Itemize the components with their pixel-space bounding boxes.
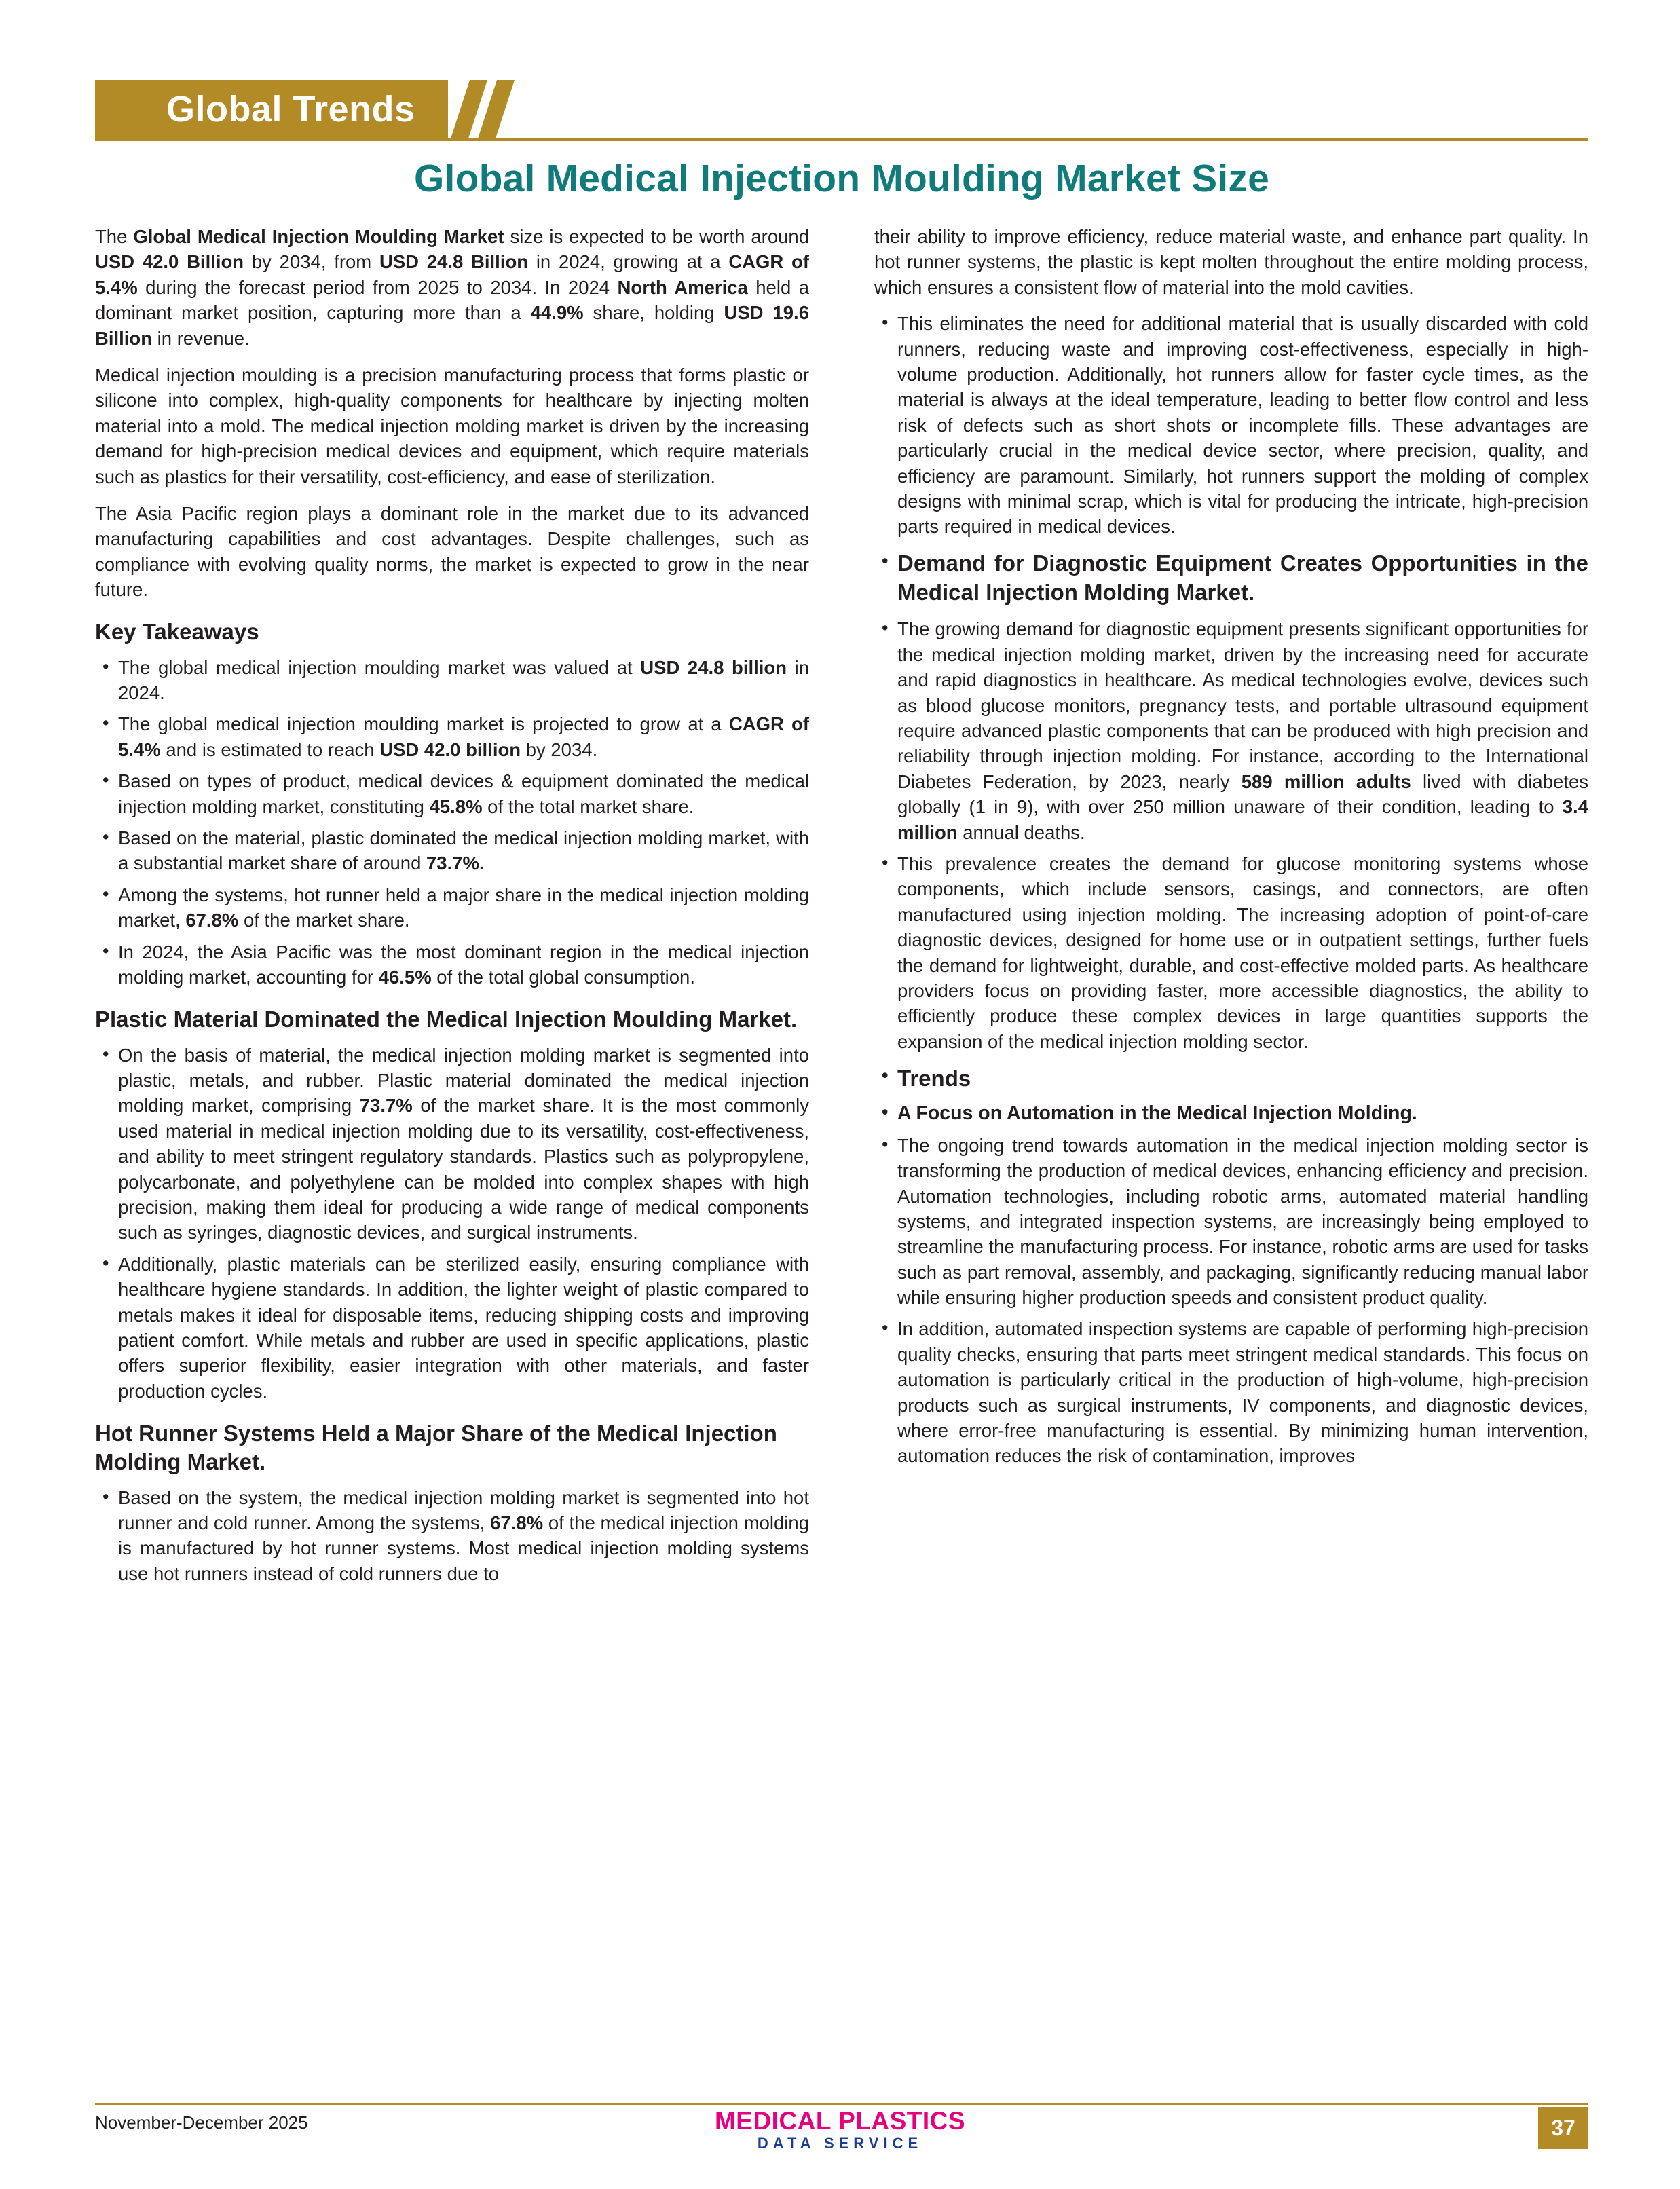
page-title: Global Medical Injection Moulding Market Size	[414, 157, 1269, 200]
list-item: • Based on the material, plastic dominated the medical injection molding market, with a substantial market share of around 73.7%.	[95, 825, 809, 876]
section-band-label: Global Trends	[166, 89, 415, 130]
slashes-decoration	[448, 80, 570, 138]
list-item: • Additionally, plastic materials can be sterilized easily, ensuring compliance with healthcare hygiene standards. In addition, the lighter weight of plastic compared to metals makes it ideal for disposable items, reducing shipping costs and improving patient comfort. While metals and rubber are used in specific applications, plastic offers superior flexibility, easier integration with other materials, and faster production cycles.	[95, 1252, 809, 1404]
trends-heading-list	[874, 1064, 1588, 1469]
paragraph: The Asia Pacific region plays a dominant role in the market due to its advanced manufacturing capabilities and cost advantages. Despite challenges, such as compliance with evolving quality norms, the market is expected to grow in the near future.	[95, 502, 809, 601]
list-item: • Among the systems, hot runner held a major share in the medical injection molding market, 67.8% of the market share.	[95, 882, 809, 933]
header-divider	[95, 138, 1588, 141]
list-item: • On the basis of material, the medical injection molding market is segmented into plastic, metals, and rubber. Plastic material dominated the medical injection molding market, comprising 73.7% of the market share. It is the most commonly used material in medical injection molding due to its versatility, cost-effectiveness, and ability to meet stringent regulatory standards. Plastics such as polypropylene, polycarbonate, and polyethylene can be molded into complex shapes with high precision, making them ideal for producing a wide range of medical components such as syringes, diagnostic devices, and surgical instruments.	[95, 1043, 809, 1246]
list-item: • The global medical injection moulding market was valued at USD 24.8 billion in 2024.	[95, 655, 809, 706]
left-column	[95, 224, 809, 2097]
footer-divider	[95, 2103, 1588, 2105]
hot-runner-list	[95, 1485, 809, 1587]
heading-automation-focus: • A Focus on Automation in the Medical Injection Molding.	[874, 1100, 1588, 1127]
heading-hot-runner: Hot Runner Systems Held a Major Share of the Medical Injection Molding Market.	[95, 1421, 777, 1475]
section-band	[95, 80, 448, 138]
list-item: • In 2024, the Asia Pacific was the most dominant region in the medical injection molding market, accounting for 46.5% of the total global consumption.	[95, 939, 809, 990]
list-item: • The growing demand for diagnostic equipment presents significant opportunities for the medical injection molding market, driven by the increasing need for accurate and rapid diagnostics in healthcare. As medical technologies evolve, devices such as blood glucose monitors, pregnancy tests, and portable ultrasound equipment require advanced plastic components that can be produced with high precision and reliability through injection molding. For instance, according to the International Diabetes Federation, by 2023, nearly 589 million adults lived with diabetes globally (1 in 9), with over 250 million unaware of their condition, leading to 3.4 million annual deaths.	[874, 616, 1588, 845]
list-item: • In addition, automated inspection systems are capable of performing high-precision quality checks, ensuring that parts meet stringent medical standards. This focus on automation is particularly critical in the production of high-volume, high-precision products such as surgical instruments, IV components, and diagnostic devices, where error-free manufacturing is essential. By minimizing human intervention, automation reduces the risk of contamination, improves	[874, 1316, 1588, 1468]
plastic-material-list	[95, 1043, 809, 1404]
paragraph: their ability to improve efficiency, reduce material waste, and enhance part quality. In hot runner systems, the plastic is kept molten throughout the entire molding process, which ensures a consistent flow of material into the mold cavities.	[874, 226, 1588, 298]
list-item: • Based on the system, the medical injection molding market is segmented into hot runner and cold runner. Among the systems, 67.8% of the medical injection molding is manufactured by hot runner systems. Most medical injection molding systems use hot runners instead of cold runners due to	[95, 1485, 809, 1587]
paragraph: The Global Medical Injection Moulding Market size is expected to be worth around USD 42.0 Billion by 2034, from USD 24.8 Billion in 2024, growing at a CAGR of 5.4% during the forecast period from 2025 to 2034. In 2024 North America held a dominant market position, capturing more than a 44.9% share, holding USD 19.6 Billion in revenue.	[95, 226, 809, 349]
paragraph: Medical injection moulding is a precision manufacturing process that forms plastic or silicone into complex, high-quality components for healthcare by injecting molten material into a mold. The medical injection molding market is driven by the increasing demand for high-precision medical devices and equipment, which require materials such as plastics for their versatility, cost-efficiency, and ease of sterilization.	[95, 364, 809, 487]
page-header	[95, 80, 1588, 143]
heading-key-takeaways: Key Takeaways	[95, 619, 259, 645]
page-number-badge: 37	[1538, 2107, 1588, 2149]
list-item: • The ongoing trend towards automation in the medical injection molding sector is transforming the production of medical devices, enhancing efficiency and precision. Automation technologies, including robotic arms, automated material handling systems, and integrated inspection systems, are increasingly being employed to streamline the manufacturing process. For instance, robotic arms are used for tasks such as part removal, assembly, and packaging, significantly reducing manual labor while ensuring higher production speeds and consistent product quality.	[874, 1133, 1588, 1311]
key-takeaways-list	[95, 655, 809, 990]
heading-plastic-material: Plastic Material Dominated the Medical Injection Moulding Market.	[95, 1007, 798, 1032]
list-item: • Based on types of product, medical devices & equipment dominated the medical injection molding market, constituting 45.8% of the total market share.	[95, 768, 809, 819]
diagnostic-heading-list	[874, 549, 1588, 607]
hot-runner-continued-list	[874, 311, 1588, 540]
list-item: • This prevalence creates the demand for glucose monitoring systems whose components, which include sensors, casings, and connectors, are often manufactured using injection molding. The increasing adoption of point-of-care diagnostic devices, designed for home use or in outpatient settings, further fuels the demand for lightweight, durable, and cost-effective molded parts. As healthcare providers focus on providing faster, more accessible diagnostics, the ability to efficiently produce these complex devices in large quantities supports the expansion of the medical injection molding sector.	[874, 851, 1588, 1054]
list-item: • The global medical injection moulding market is projected to grow at a CAGR of 5.4% and is estimated to reach USD 42.0 billion by 2034.	[95, 711, 809, 762]
right-column	[874, 224, 1588, 2097]
heading-diagnostic-equipment: • Demand for Diagnostic Equipment Creates Opportunities in the Medical Injection Molding Market.	[874, 549, 1588, 607]
article-body	[95, 224, 1588, 2097]
list-item: • This eliminates the need for additional material that is usually discarded with cold runners, reducing waste and improving cost-effectiveness, especially in high-volume production. Additionally, hot runners allow for faster cycle times, as the material is always at the ideal temperature, leading to better flow control and less risk of defects such as short shots or incomplete fills. These advantages are particularly crucial in the medical device sector, where precision, quality, and efficiency are paramount. Similarly, hot runners support the molding of complex designs with minimal scrap, which is vital for producing the intricate, high-precision parts required in medical devices.	[874, 311, 1588, 540]
logo-line-2: DATA SERVICE	[757, 2134, 923, 2152]
heading-trends: • Trends	[874, 1064, 1588, 1094]
diagnostic-list	[874, 616, 1588, 1054]
logo-line-1: MEDICAL PLASTICS	[714, 2107, 966, 2135]
footer-issue-date: November-December 2025	[95, 2112, 308, 2133]
publication-logo	[0, 2108, 1680, 2152]
